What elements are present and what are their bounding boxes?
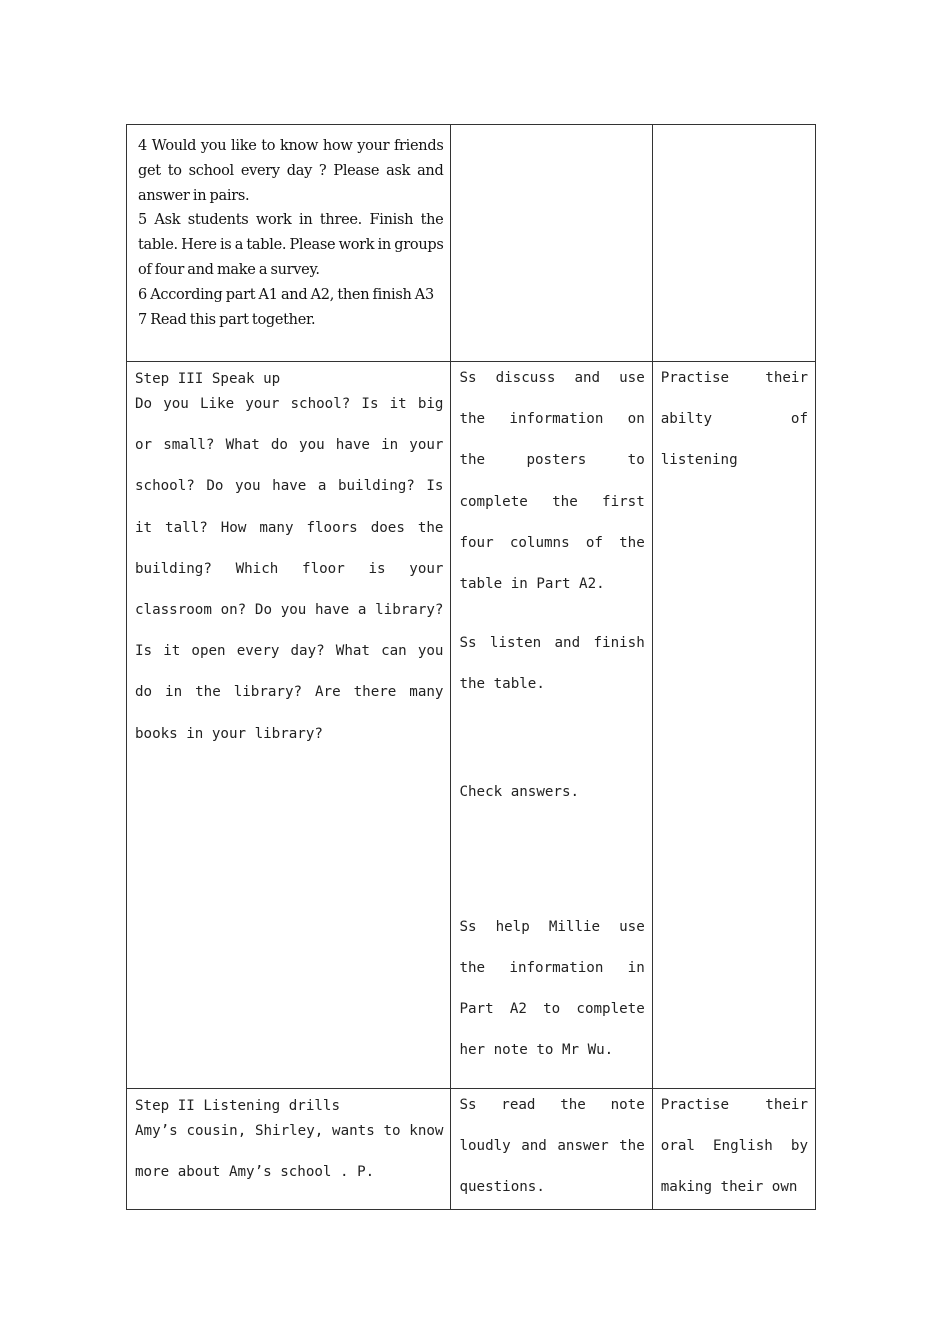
activity-text: Ss help Millie use the information in Part A2 to complete her note to Mr Wu. [459, 918, 645, 1059]
purpose-text: Practise their oral English by making their own [660, 1097, 808, 1196]
step-title: Step II Listening drills [135, 1098, 340, 1114]
activity-cell [451, 125, 652, 362]
purpose-cell [652, 362, 815, 1089]
table-row [127, 1089, 816, 1210]
purpose-cell [652, 1089, 815, 1210]
procedure-line: 4 Would you like to know how your friends get to school every day ? Please ask and answer in pairs. [138, 138, 444, 204]
step-title: Step III Speak up [135, 371, 281, 387]
table-row [127, 362, 816, 1089]
procedure-cell [127, 1089, 451, 1210]
activity-text: Ss discuss and use the information on the posters to complete the first four columns of the table in Part A2. [459, 370, 645, 593]
step-questions: Do you Like your school? Is it big or small? What do you have in your school? Do you have a building? Is it tall? How many floors does the building? Which floor is your classroom on? Do you have a library? Is it open every day? What can you do in the library? Are there many books in your library? [135, 396, 444, 742]
activity-text: Check answers. [459, 783, 580, 800]
lesson-plan-table [126, 124, 816, 1210]
procedure-line: 6 According part A1 and A2, then finish A3 [138, 286, 434, 303]
purpose-text: Practise their abilty of listening [660, 370, 808, 469]
procedure-cell [127, 125, 451, 362]
activity-cell [451, 362, 652, 1089]
procedure-line: 7 Read this part together. [138, 311, 316, 328]
activity-text: Ss read the note loudly and answer the questions. [459, 1097, 645, 1196]
step-description: Amy’s cousin, Shirley, wants to know more about Amy’s school . P. [135, 1123, 444, 1181]
purpose-cell [652, 125, 815, 362]
procedure-line: 5 Ask students work in three. Finish the table. Here is a table. Please work in groups of four and make a survey. [138, 212, 444, 278]
procedure-cell [127, 362, 451, 1089]
table-row [127, 125, 816, 362]
activity-text: Ss listen and finish the table. [459, 635, 645, 693]
activity-cell [451, 1089, 652, 1210]
